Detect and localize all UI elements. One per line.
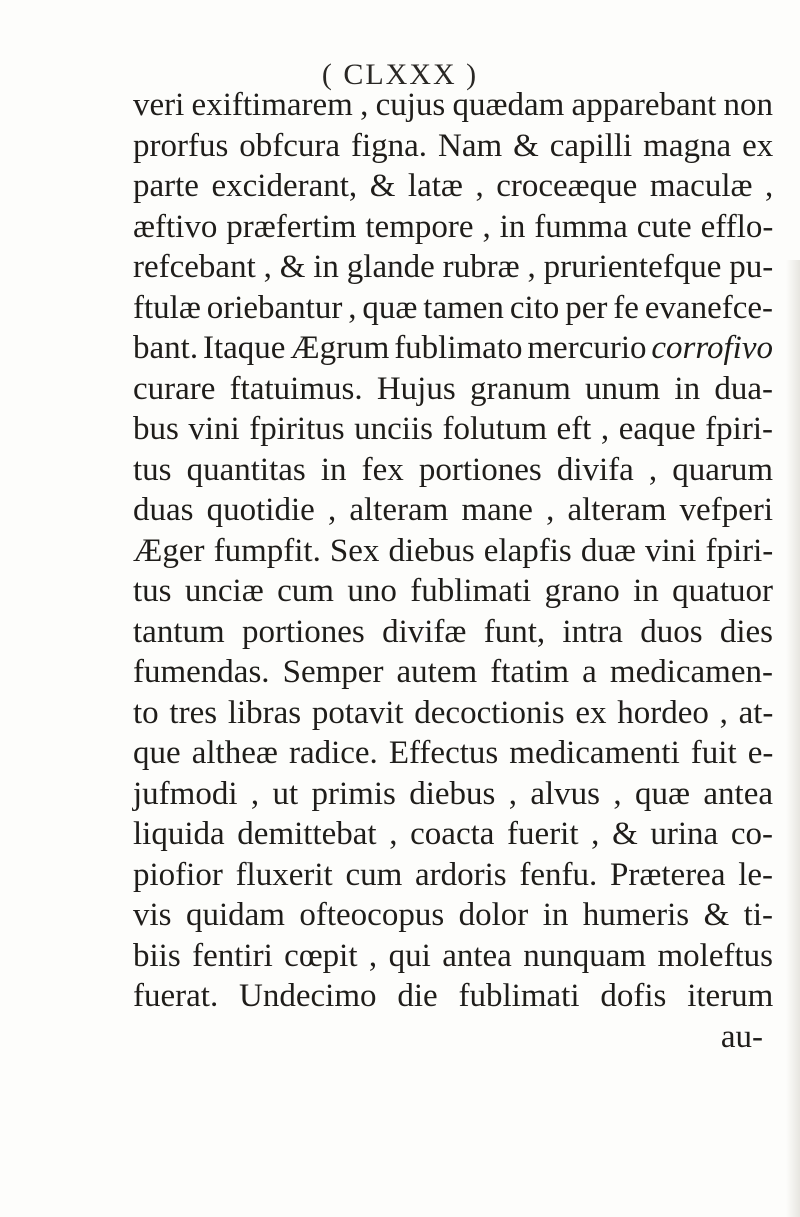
text-line: jufmodi , ut primis diebus , alvus , quæ antea — [133, 775, 773, 812]
text-line: veri exiftimarem , cujus quædam apparebant non — [133, 87, 774, 123]
page-number-header: ( CLXXX ) — [321, 58, 479, 91]
body-text — [133, 85, 773, 1057]
text-line: piofior fluxerit cum ardoris fenfu. Præterea le- — [133, 856, 774, 893]
text-line: parte exciderant, & latæ , croceæque maculæ , — [133, 168, 774, 204]
catchword: au- — [720, 1018, 763, 1055]
text-line: ftulæ oriebantur , quæ tamen cito per fe evanefce- — [133, 289, 773, 326]
text-line: Æger fumpfit. Sex diebus elapfis duæ vini fpiri- — [133, 532, 774, 569]
text-line: que altheæ radice. Effectus medicamenti fuit e- — [133, 735, 774, 771]
text-line: duas quotidie , alteram mane , alteram vefperi — [133, 492, 773, 528]
text-line: tus quantitas in fex portiones divifa , quarum — [133, 451, 774, 488]
text-line: tus unciæ cum uno fublimati grano in quatuor — [133, 573, 773, 609]
page-edge-shadow — [786, 260, 800, 1217]
text-line: æftivo præfertim tempore , in fumma cute efflo- — [133, 208, 774, 245]
text-line-with-italic — [133, 328, 773, 369]
text-line: liquida demittebat , coacta fuerit , & urina co- — [133, 816, 773, 852]
text-line: curare ftatuimus. Hujus granum unum in dua- — [133, 370, 773, 407]
text-line: to tres libras potavit decoctionis ex hordeo , at- — [133, 694, 774, 731]
italic-word: corrofivo — [651, 330, 773, 366]
text-line: tantum portiones divifæ funt, intra duos dies — [133, 613, 773, 650]
text-line-part: bant. Itaque Ægrum fublimato mercurio — [133, 330, 647, 366]
text-line: fumendas. Semper autem ftatim a medicamen- — [133, 654, 773, 690]
text-line: prorfus obfcura figna. Nam & capilli magna ex — [133, 127, 774, 164]
text-line: bus vini fpiritus unciis folutum eft , eaque fpiri- — [133, 411, 773, 447]
text-line: biis fentiri cœpit , qui antea nunquam moleftus — [133, 937, 773, 974]
text-line: vis quidam ofteocopus dolor in humeris & ti- — [133, 897, 773, 933]
text-line: refcebant , & in glande rubræ , prurientefque pu- — [133, 249, 774, 285]
text-line: fuerat. Undecimo die fublimati dofis iterum — [133, 978, 774, 1014]
